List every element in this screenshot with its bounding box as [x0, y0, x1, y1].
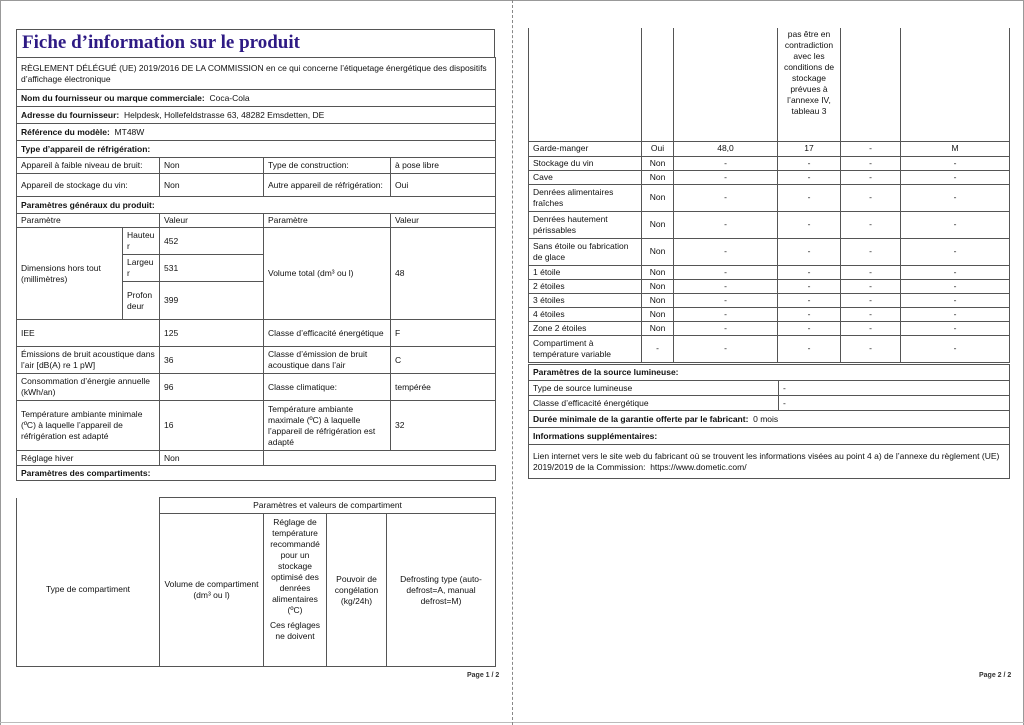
iee-value: 125 — [160, 320, 264, 347]
cont-blank-3 — [674, 28, 778, 141]
compartment-present: Non — [642, 238, 674, 265]
supplier-label: Nom du fournisseur ou marque commerciale: — [21, 92, 205, 103]
compartment-table — [528, 28, 1010, 363]
light-header: Paramètres de la source lumineuse: — [529, 365, 1010, 381]
compartment-present: Non — [642, 321, 674, 335]
page-top-border — [513, 0, 1024, 1]
compartment-name: 1 étoile — [529, 265, 642, 279]
compartment-freeze: - — [841, 141, 901, 156]
compart-volume-label: Volume de compartiment (dm³ ou l) — [160, 514, 264, 667]
other-label: Autre appareil de réfrigération: — [264, 174, 391, 197]
compartment-defrost: - — [901, 184, 1010, 211]
col-value-2: Valeur — [391, 214, 496, 228]
cont-blank-1 — [529, 28, 642, 141]
address-row — [17, 107, 496, 124]
table-row — [529, 211, 1010, 238]
empty-cell — [264, 451, 496, 466]
compartment-freeze: - — [841, 279, 901, 293]
winter-label: Réglage hiver — [17, 451, 160, 466]
winter-value: Non — [160, 451, 264, 466]
page-bottom-border — [0, 722, 512, 723]
min-temp-value: 16 — [160, 401, 264, 451]
compart-group-header: Paramètres et valeurs de compartiment — [160, 498, 496, 514]
compartment-temp: - — [778, 156, 841, 170]
model-label: Référence du modèle: — [21, 126, 110, 137]
compartment-freeze: - — [841, 211, 901, 238]
cont-blank-2 — [642, 28, 674, 141]
compartment-volume: - — [674, 321, 778, 335]
page-top-border — [0, 0, 512, 1]
compartment-temp: - — [778, 335, 841, 362]
model-value: MT48W — [114, 126, 145, 137]
compartment-name: Cave — [529, 170, 642, 184]
warranty-label: Durée minimale de la garantie offerte par le fabricant: — [533, 413, 749, 424]
model-row — [17, 124, 496, 141]
compartment-freeze: - — [841, 265, 901, 279]
compartment-volume: - — [674, 170, 778, 184]
consumption-label: Consommation d’énergie annuelle (kWh/an) — [17, 374, 160, 401]
light-class-label: Classe d’efficacité énergétique — [529, 396, 779, 411]
width-value: 531 — [160, 255, 264, 282]
compartment-name: Sans étoile ou fabrication de glace — [529, 238, 642, 265]
compartment-freeze: - — [841, 156, 901, 170]
compartment-rows — [529, 141, 1010, 362]
page-bottom-border — [513, 722, 1024, 723]
wine-value: Non — [160, 174, 264, 197]
compartment-freeze: - — [841, 184, 901, 211]
height-label: Hauteur — [123, 228, 160, 255]
table-row — [529, 170, 1010, 184]
height-value: 452 — [160, 228, 264, 255]
supplier-row — [17, 90, 496, 107]
energy-class-label: Classe d’efficacité énergétique — [264, 320, 391, 347]
compartment-temp: - — [778, 321, 841, 335]
compartment-defrost: - — [901, 170, 1010, 184]
compartment-freeze: - — [841, 321, 901, 335]
energy-class-value: F — [391, 320, 496, 347]
table-row — [529, 307, 1010, 321]
compart-temp-cell — [264, 514, 327, 667]
table-row — [529, 141, 1010, 156]
min-temp-label: Température ambiante minimale (ºC) à laquelle l’appareil de réfrigération est adapté — [17, 401, 160, 451]
compartment-present: Non — [642, 293, 674, 307]
general-header: Paramètres généraux du produit: — [17, 197, 496, 214]
light-type-value: - — [779, 381, 1010, 396]
compartment-name: Denrées alimentaires fraîches — [529, 184, 642, 211]
page-number-1: Page 1 / 2 — [467, 672, 500, 679]
compartment-defrost: M — [901, 141, 1010, 156]
compartment-volume: - — [674, 293, 778, 307]
compartment-defrost: - — [901, 321, 1010, 335]
supplier-value: Coca-Cola — [209, 92, 250, 103]
climate-label: Classe climatique: — [264, 374, 391, 401]
table-row — [529, 293, 1010, 307]
width-label: Largeur — [123, 255, 160, 282]
compartment-name: 4 étoiles — [529, 307, 642, 321]
compartment-volume: - — [674, 265, 778, 279]
construction-value: à pose libre — [391, 158, 496, 174]
page-2 — [513, 0, 1024, 725]
low-noise-label: Appareil à faible niveau de bruit: — [17, 158, 160, 174]
compartment-name: Garde-manger — [529, 141, 642, 156]
table-row — [529, 335, 1010, 362]
compart-header: Paramètres des compartiments: — [17, 466, 496, 481]
compartment-present: Non — [642, 307, 674, 321]
compartment-volume: - — [674, 184, 778, 211]
compartment-volume: - — [674, 279, 778, 293]
compart-type-label: Type de compartiment — [17, 514, 160, 667]
light-type-label: Type de source lumineuse — [529, 381, 779, 396]
table-row — [529, 321, 1010, 335]
noise-class-value: C — [391, 347, 496, 374]
depth-value: 399 — [160, 282, 264, 320]
compartment-defrost: - — [901, 293, 1010, 307]
compartment-volume: - — [674, 156, 778, 170]
compartment-defrost: - — [901, 307, 1010, 321]
compartment-name: Stockage du vin — [529, 156, 642, 170]
compartment-name: Denrées hautement périssables — [529, 211, 642, 238]
compartment-temp: - — [778, 307, 841, 321]
compartment-present: Non — [642, 156, 674, 170]
title-box — [16, 29, 495, 57]
light-class-value: - — [779, 396, 1010, 411]
compartment-temp: - — [778, 238, 841, 265]
compartment-temp: - — [778, 211, 841, 238]
compartment-name: 2 étoiles — [529, 279, 642, 293]
warranty-row — [529, 411, 1010, 428]
extra-header: Informations supplémentaires: — [529, 428, 1010, 445]
compartment-volume: - — [674, 307, 778, 321]
compart-defrost-label: Defrosting type (auto-defrost=A, manual defrost=M) — [387, 514, 496, 667]
compart-freeze-label: Pouvoir de congélation (kg/24h) — [327, 514, 387, 667]
page-title: Fiche d’information sur le produit — [22, 32, 300, 53]
compartment-volume: 48,0 — [674, 141, 778, 156]
noise-value: 36 — [160, 347, 264, 374]
max-temp-label: Température ambiante maximale (ºC) à laquelle l’appareil de réfrigération est adapté — [264, 401, 391, 451]
col-value: Valeur — [160, 214, 264, 228]
compartment-temp: - — [778, 265, 841, 279]
compartment-present: - — [642, 335, 674, 362]
extra-url[interactable]: https://www.dometic.com/ — [650, 461, 747, 472]
address-value: Helpdesk, Hollefeldstrasse 63, 48282 Emsdetten, DE — [123, 109, 325, 120]
compartment-temp: - — [778, 170, 841, 184]
table-row — [529, 265, 1010, 279]
climate-value: tempérée — [391, 374, 496, 401]
warranty-value: 0 mois — [753, 413, 779, 424]
page-left-border — [0, 0, 1, 725]
depth-label: Profondeur — [123, 282, 160, 320]
compartment-freeze: - — [841, 335, 901, 362]
type-header: Type d’appareil de réfrigération: — [17, 141, 496, 158]
compartment-defrost: - — [901, 335, 1010, 362]
compartment-freeze: - — [841, 293, 901, 307]
compart-temp-label-1: Réglage de température recommandé pour un stockage optimisé des denrées alimentaires (ºC) — [270, 517, 320, 615]
compartment-defrost: - — [901, 238, 1010, 265]
compartment-defrost: - — [901, 265, 1010, 279]
compart-temp-cont: pas être en contradiction avec les conditions de stockage prévues à l’annexe IV, tableau 3 — [778, 28, 841, 141]
compartment-defrost: - — [901, 279, 1010, 293]
col-param: Paramètre — [17, 214, 160, 228]
noise-label: Émissions de bruit acoustique dans l’air [dB(A) re 1 pW] — [17, 347, 160, 374]
extra-text: Lien internet vers le site web du fabricant où se trouvent les informations visées au point 4 a) de l’annexe du règlement (UE) 2019/2019 de la Commission: — [533, 450, 1000, 472]
iee-label: IEE — [17, 320, 160, 347]
compartment-name: Zone 2 étoiles — [529, 321, 642, 335]
construction-label: Type de construction: — [264, 158, 391, 174]
max-temp-value: 32 — [391, 401, 496, 451]
table-row — [529, 156, 1010, 170]
extra-row — [529, 445, 1010, 479]
compartment-name: 3 étoiles — [529, 293, 642, 307]
compartment-header-table — [16, 497, 496, 667]
dims-label: Dimensions hors tout (millimètres) — [17, 228, 123, 320]
blank-corner — [17, 498, 160, 514]
compart-temp-label-2: Ces réglages ne doivent — [269, 620, 321, 641]
low-noise-value: Non — [160, 158, 264, 174]
compartment-defrost: - — [901, 211, 1010, 238]
compartment-volume: - — [674, 211, 778, 238]
compartment-present: Non — [642, 279, 674, 293]
page-number-2: Page 2 / 2 — [979, 672, 1012, 679]
compartment-volume: - — [674, 238, 778, 265]
table-row — [529, 279, 1010, 293]
compartment-temp: - — [778, 184, 841, 211]
compartment-present: Non — [642, 265, 674, 279]
address-label: Adresse du fournisseur: — [21, 109, 120, 120]
compartment-present: Oui — [642, 141, 674, 156]
volume-label: Volume total (dm³ ou l) — [264, 228, 391, 320]
compartment-freeze: - — [841, 307, 901, 321]
compartment-temp: - — [778, 279, 841, 293]
light-table — [528, 364, 1010, 479]
regulation-text: RÈGLEMENT DÉLÉGUÉ (UE) 2019/2016 DE LA COMMISSION en ce qui concerne l’étiquetage énergétique des dispositifs d’affichage électronique — [17, 58, 496, 90]
compartment-present: Non — [642, 170, 674, 184]
product-info-table — [16, 57, 496, 481]
table-row — [529, 184, 1010, 211]
compartment-temp: 17 — [778, 141, 841, 156]
cont-blank-6 — [901, 28, 1010, 141]
compartment-present: Non — [642, 211, 674, 238]
table-row — [529, 238, 1010, 265]
col-param-2: Paramètre — [264, 214, 391, 228]
cont-blank-5 — [841, 28, 901, 141]
compartment-defrost: - — [901, 156, 1010, 170]
other-value: Oui — [391, 174, 496, 197]
wine-label: Appareil de stockage du vin: — [17, 174, 160, 197]
noise-class-label: Classe d’émission de bruit acoustique dans l’air — [264, 347, 391, 374]
compartment-name: Compartiment à température variable — [529, 335, 642, 362]
compartment-present: Non — [642, 184, 674, 211]
volume-value: 48 — [391, 228, 496, 320]
compartment-freeze: - — [841, 170, 901, 184]
consumption-value: 96 — [160, 374, 264, 401]
compartment-temp: - — [778, 293, 841, 307]
compartment-freeze: - — [841, 238, 901, 265]
compartment-volume: - — [674, 335, 778, 362]
